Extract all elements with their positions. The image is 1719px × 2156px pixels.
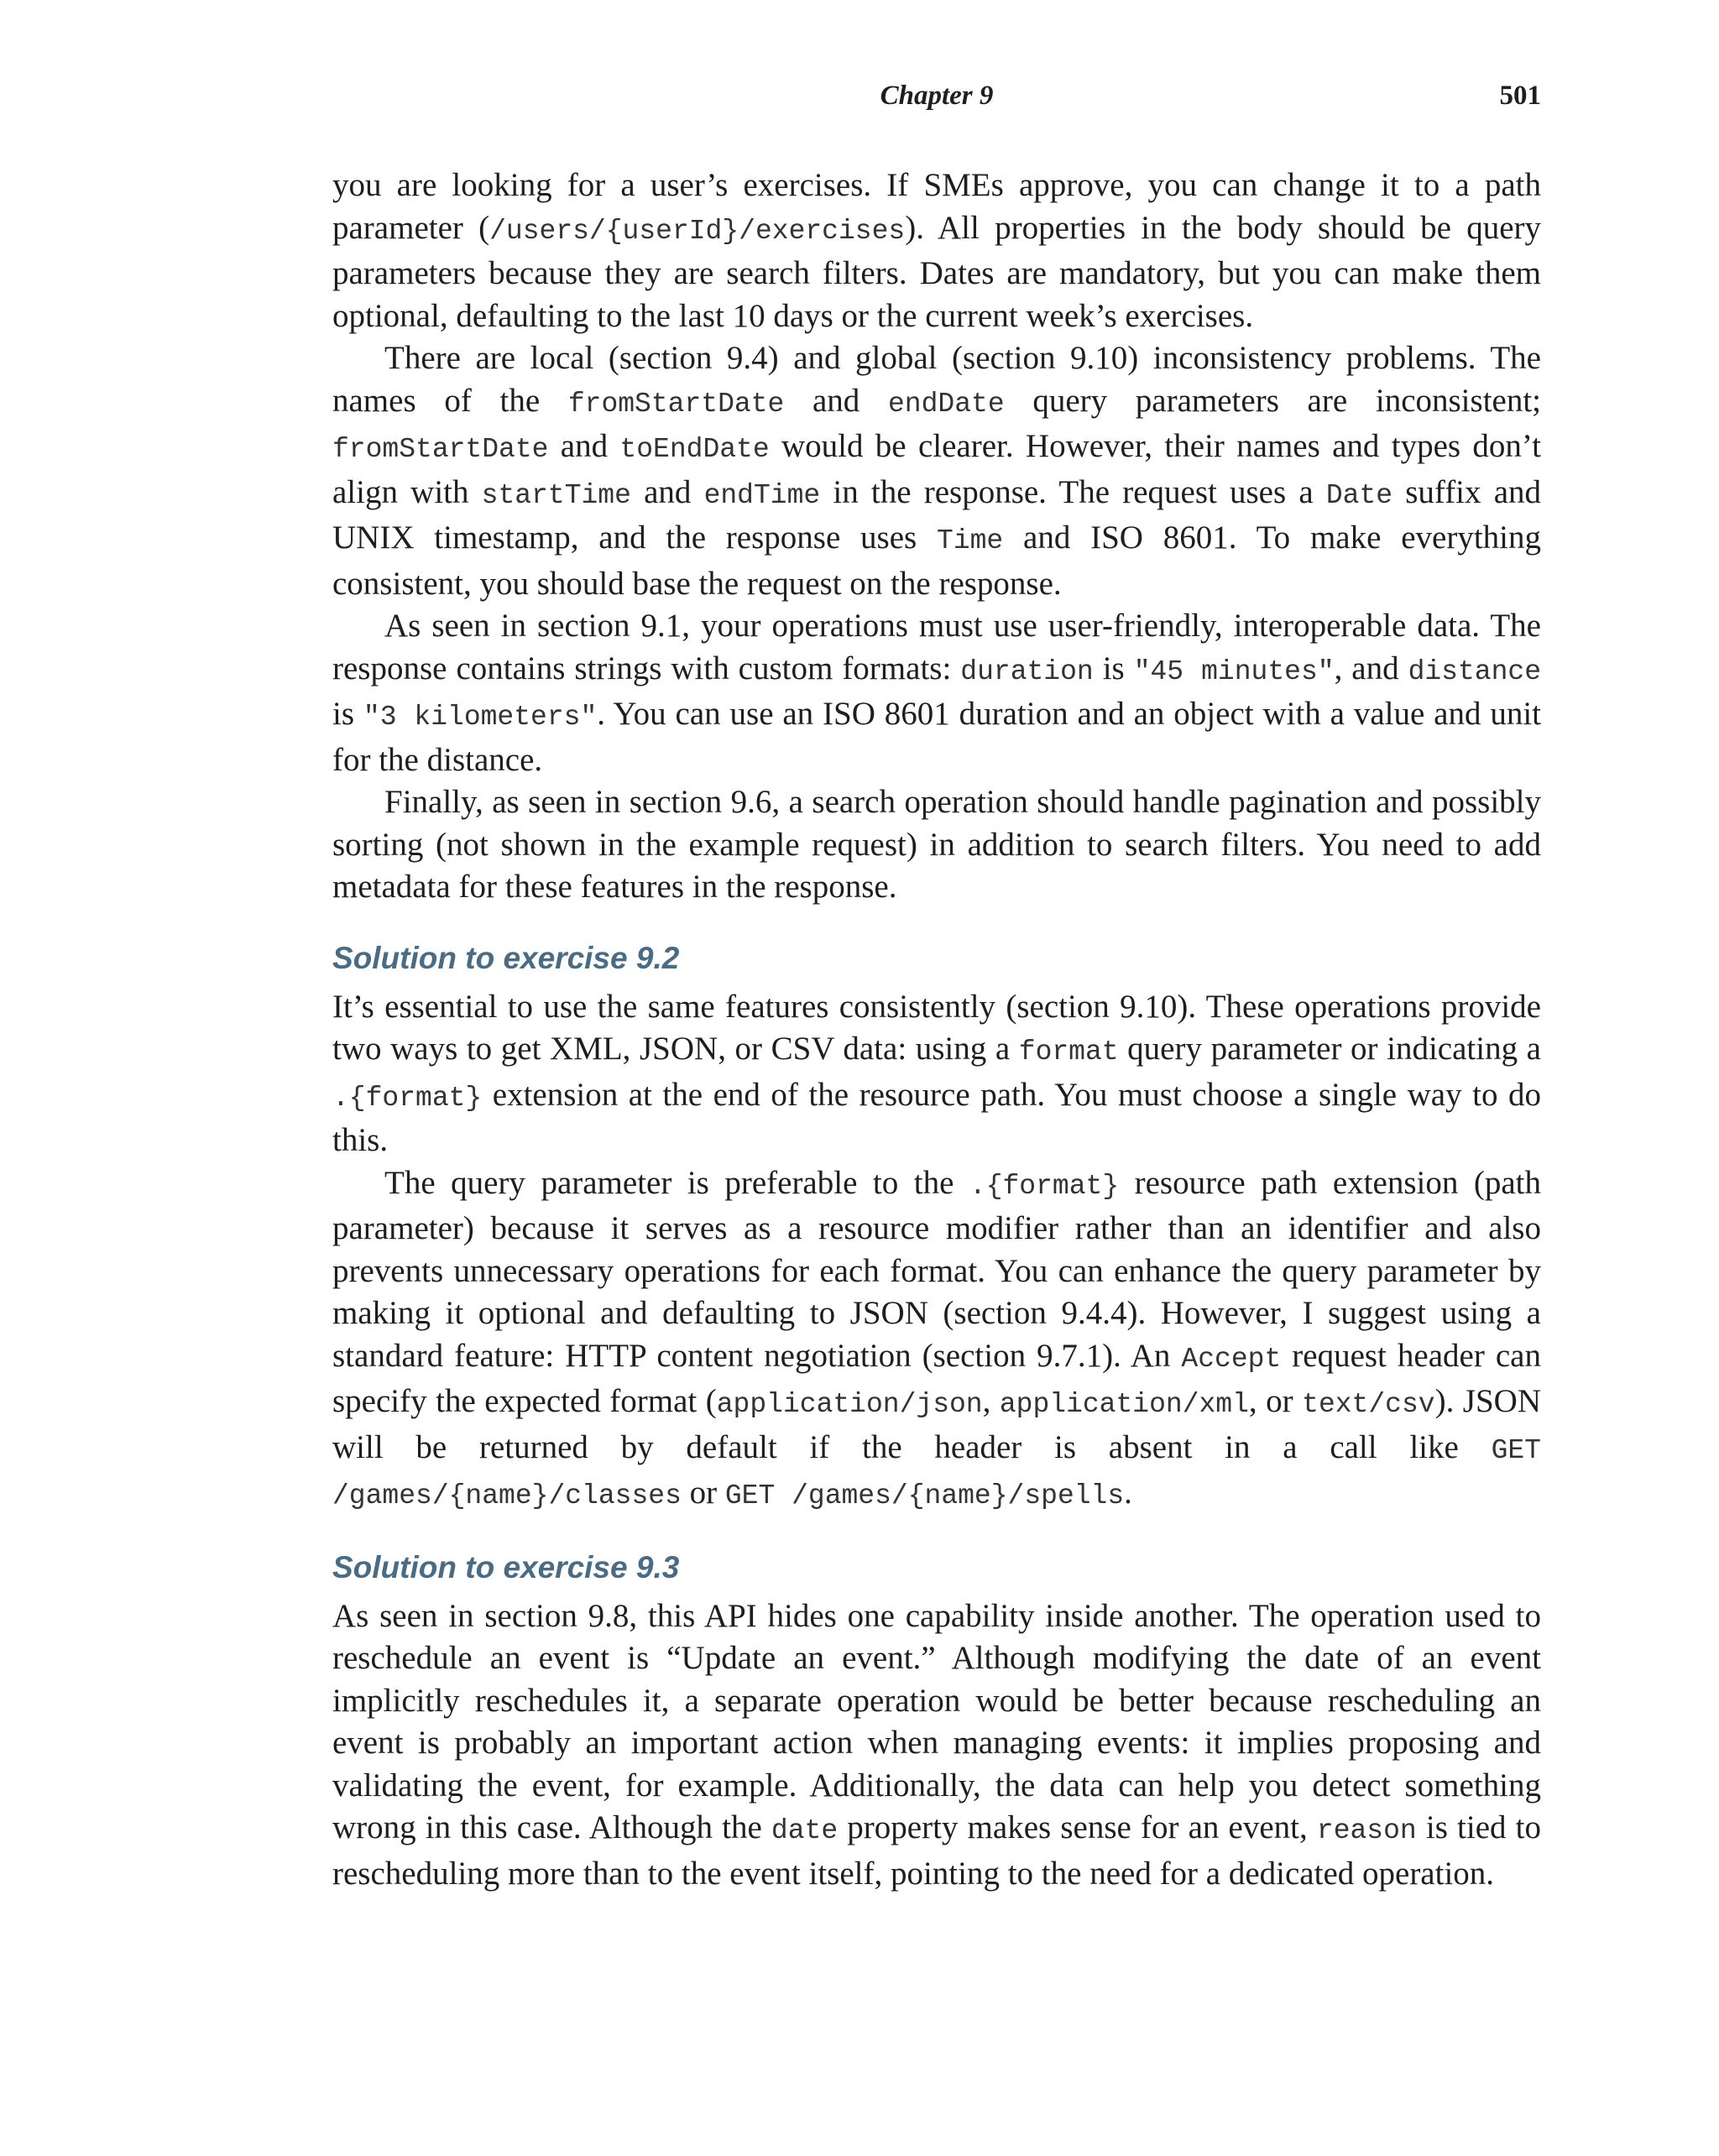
running-head [332,81,1541,123]
code-term: duration [960,655,1094,687]
paragraph-content-negotiation: The query parameter is preferable to the .{format} resource path extension (path parameter) because it serves as a resource modifier rather than an identifier and also prevents unnecessary operations for each format. You can enhance the query parameter by making it optional and defaulting to JSON (section 9.4.4). However, I suggest using a standard feature: HTTP content negotiation (section 9.7.1). An Accept request header can specify the expected format (application/json, application/xml, or text/csv). JSON will be returned by default if the header is absent in a call like GET /games/{name}/classes or GET /games/{name}/spells. [332,1164,1541,1511]
code-term: date [771,1815,839,1846]
code-term: .{format} [332,1082,483,1114]
code-term: GET /games/{name}/spells [724,1480,1125,1511]
heading-solution-9-3: Solution to exercise 9.3 [332,1549,680,1584]
code-term: GET /games/{name}/classes [332,1434,1541,1511]
code-term: fromStartDate [332,434,549,465]
code-term: text/csv [1302,1389,1435,1420]
code-term: "45 minutes" [1133,655,1335,687]
code-term: Time [937,525,1004,556]
code-term: application/json [716,1389,983,1420]
code-term: format [1018,1036,1119,1068]
page-number: 501 [1499,81,1541,111]
code-term: .{format} [969,1170,1120,1202]
code-term: toEndDate [619,434,770,465]
code-path: /users/{userId}/exercises [489,215,906,247]
paragraph-reschedule: As seen in section 9.8, this API hides one capability inside another. The operation used to reschedule an event is “Update an event.” Although modifying the date of an event implicitly reschedules it, a separate operation would be better because rescheduling an event is probably an important action when managing events: it implies proposing and validating the event, for example. Additionally, the data can help you detect something wrong in this case. Although the date property makes sense for an event, reason is tied to rescheduling more than to the event itself, pointing to the need for a dedicated operation. [332,1597,1541,1892]
heading-solution-9-2: Solution to exercise 9.2 [332,940,680,975]
code-term: "3 kilometers" [363,702,598,733]
paragraph-inconsistency: There are local (section 9.4) and global (section 9.10) inconsistency problems. The names of the fromStartDate and endDate query parameters are inconsistent; fromStartDate and toEndDate would be clearer. However, their names and types don’t align with startTime and endTime in the response. The request uses a Date suffix and UNIX timestamp, and the response uses Time and ISO 8601. To make everything consistent, you should base the request on the response. [332,340,1542,602]
paragraph-features: It’s essential to use the same features consistently (section 9.10). These operations provide two ways to get XML, JSON, or CSV data: using a format query parameter or indicating a .{format} extension at the end of the resource path. You must choose a single way to do this. [332,988,1541,1158]
chapter-label: Chapter 9 [880,81,994,111]
code-term: Accept [1181,1343,1282,1375]
code-term: endTime [703,479,821,511]
code-term: endDate [888,388,1005,420]
body-text [332,164,1541,1895]
code-term: fromStartDate [567,388,785,420]
code-term: application/xml [999,1389,1249,1420]
code-term: distance [1408,655,1542,687]
paragraph-pagination: Finally, as seen in section 9.6, a search operation should handle pagination and possibly sorting (not shown in the example request) in addition to search filters. You need to add metadata for these features in the response. [332,784,1541,905]
paragraph-data-formats: As seen in section 9.1, your operations must use user-friendly, interoperable data. The response contains strings with custom formats: duration is "45 minutes", and distance is "3 kilometers". You can use an ISO 8601 duration and an object with a value and unit for the distance. [332,608,1542,778]
code-term: Date [1325,479,1393,511]
paragraph-continued: you are looking for a user’s exercises. If SMEs approve, you can change it to a path parameter (/users/{userId}/exercises). All properties in the body should be query parameters because they are search filters. Dates are mandatory, but you can make them optional, defaulting to the last 10 days or the current week’s exercises. [332,167,1542,334]
code-term: startTime [481,479,631,511]
code-term: reason [1316,1815,1417,1846]
